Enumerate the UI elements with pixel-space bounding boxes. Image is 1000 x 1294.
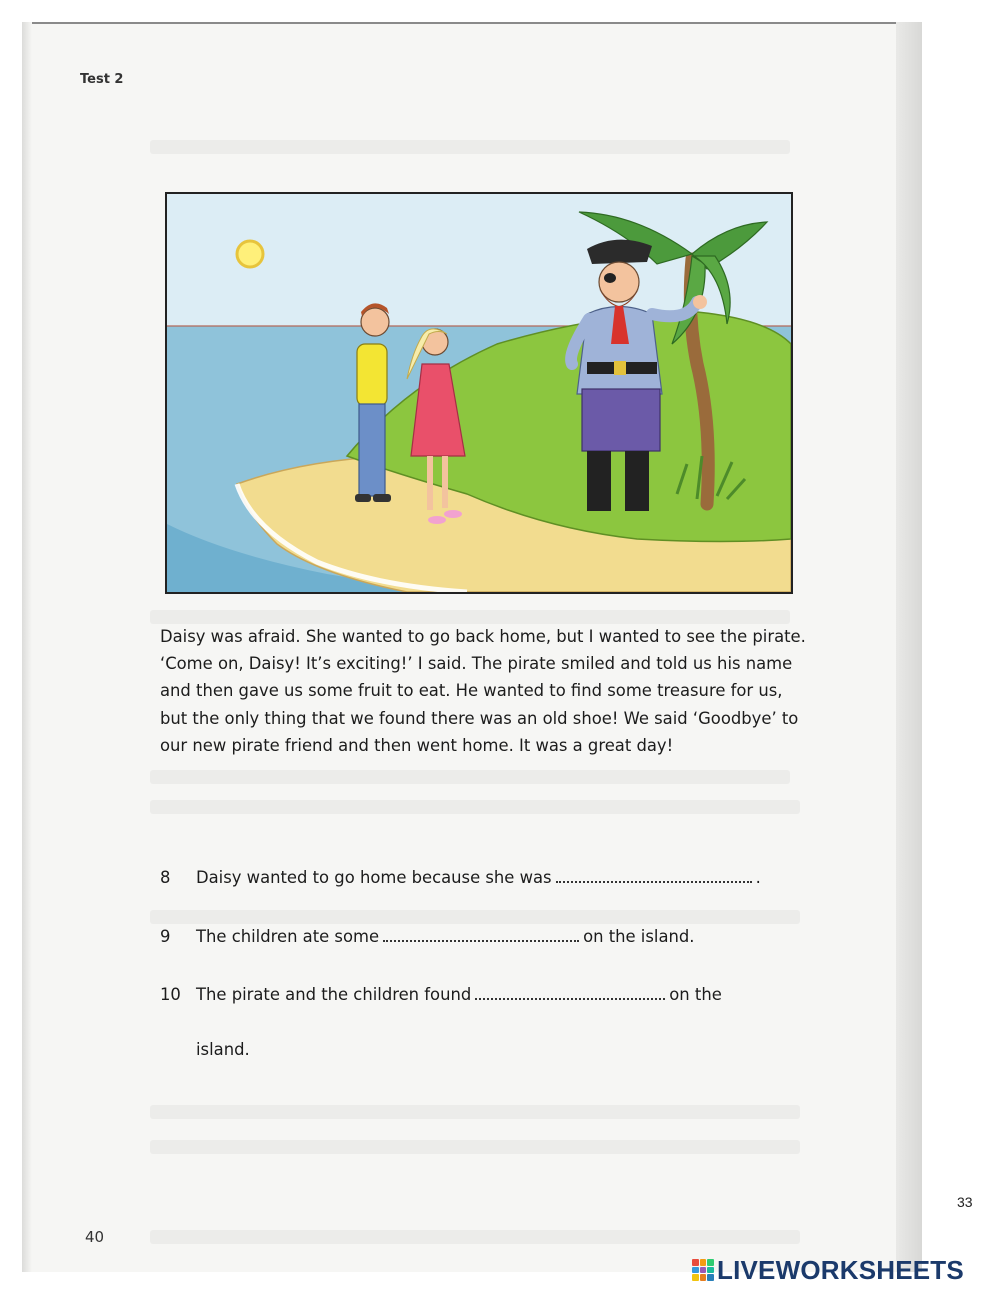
- bleed-through: [150, 770, 790, 784]
- page-number: 40: [85, 1228, 105, 1246]
- question-number: 10: [160, 985, 181, 1004]
- question-ending: on the island.: [583, 927, 695, 946]
- question-9: [160, 923, 695, 950]
- page-shadow-left: [22, 22, 32, 1272]
- answer-field-8[interactable]: [556, 865, 752, 883]
- question-10: [160, 981, 722, 1008]
- question-prompt: The pirate and the children found: [196, 985, 472, 1004]
- scene-drawing: [167, 194, 791, 592]
- question-8: [160, 864, 761, 891]
- question-prompt: The children ate some: [196, 927, 380, 946]
- bleed-through: [150, 1230, 800, 1244]
- sheet-number: 33: [957, 1194, 973, 1210]
- page-shadow-right: [896, 22, 922, 1272]
- answer-field-9[interactable]: [383, 924, 579, 942]
- question-10-continuation: island.: [196, 1040, 250, 1059]
- pirate-island-illustration: [165, 192, 793, 594]
- bleed-through: [150, 1105, 800, 1119]
- question-prompt: Daisy wanted to go home because she was: [196, 868, 552, 887]
- bleed-through: [150, 910, 800, 924]
- question-number: 8: [160, 868, 171, 887]
- sun-icon: [237, 241, 263, 267]
- bleed-through: [150, 610, 790, 624]
- question-number: 9: [160, 927, 171, 946]
- bleed-through: [150, 140, 790, 154]
- bleed-through: [150, 1140, 800, 1154]
- bleed-through: [150, 800, 800, 814]
- liveworksheets-logo-icon: [692, 1259, 714, 1281]
- question-ending: .: [755, 868, 761, 887]
- answer-field-10[interactable]: [475, 982, 665, 1000]
- question-ending: on the: [669, 985, 722, 1004]
- test-label: Test 2: [80, 72, 124, 87]
- brand-name: LIVEWORKSHEETS: [717, 1254, 964, 1285]
- story-passage: Daisy was afraid. She wanted to go back home, but I wanted to see the pirate. ‘Come on, Daisy! It’s exciting!’ I said. The pirate smiled and told us his name and then gave us some fruit to eat. He wanted to find some treasure for us, but the only thing that we found there was an old shoe! We said ‘Goodbye’ to our new pirate friend and then went home. It was a great day!: [160, 627, 806, 755]
- liveworksheets-brand[interactable]: [692, 1254, 964, 1286]
